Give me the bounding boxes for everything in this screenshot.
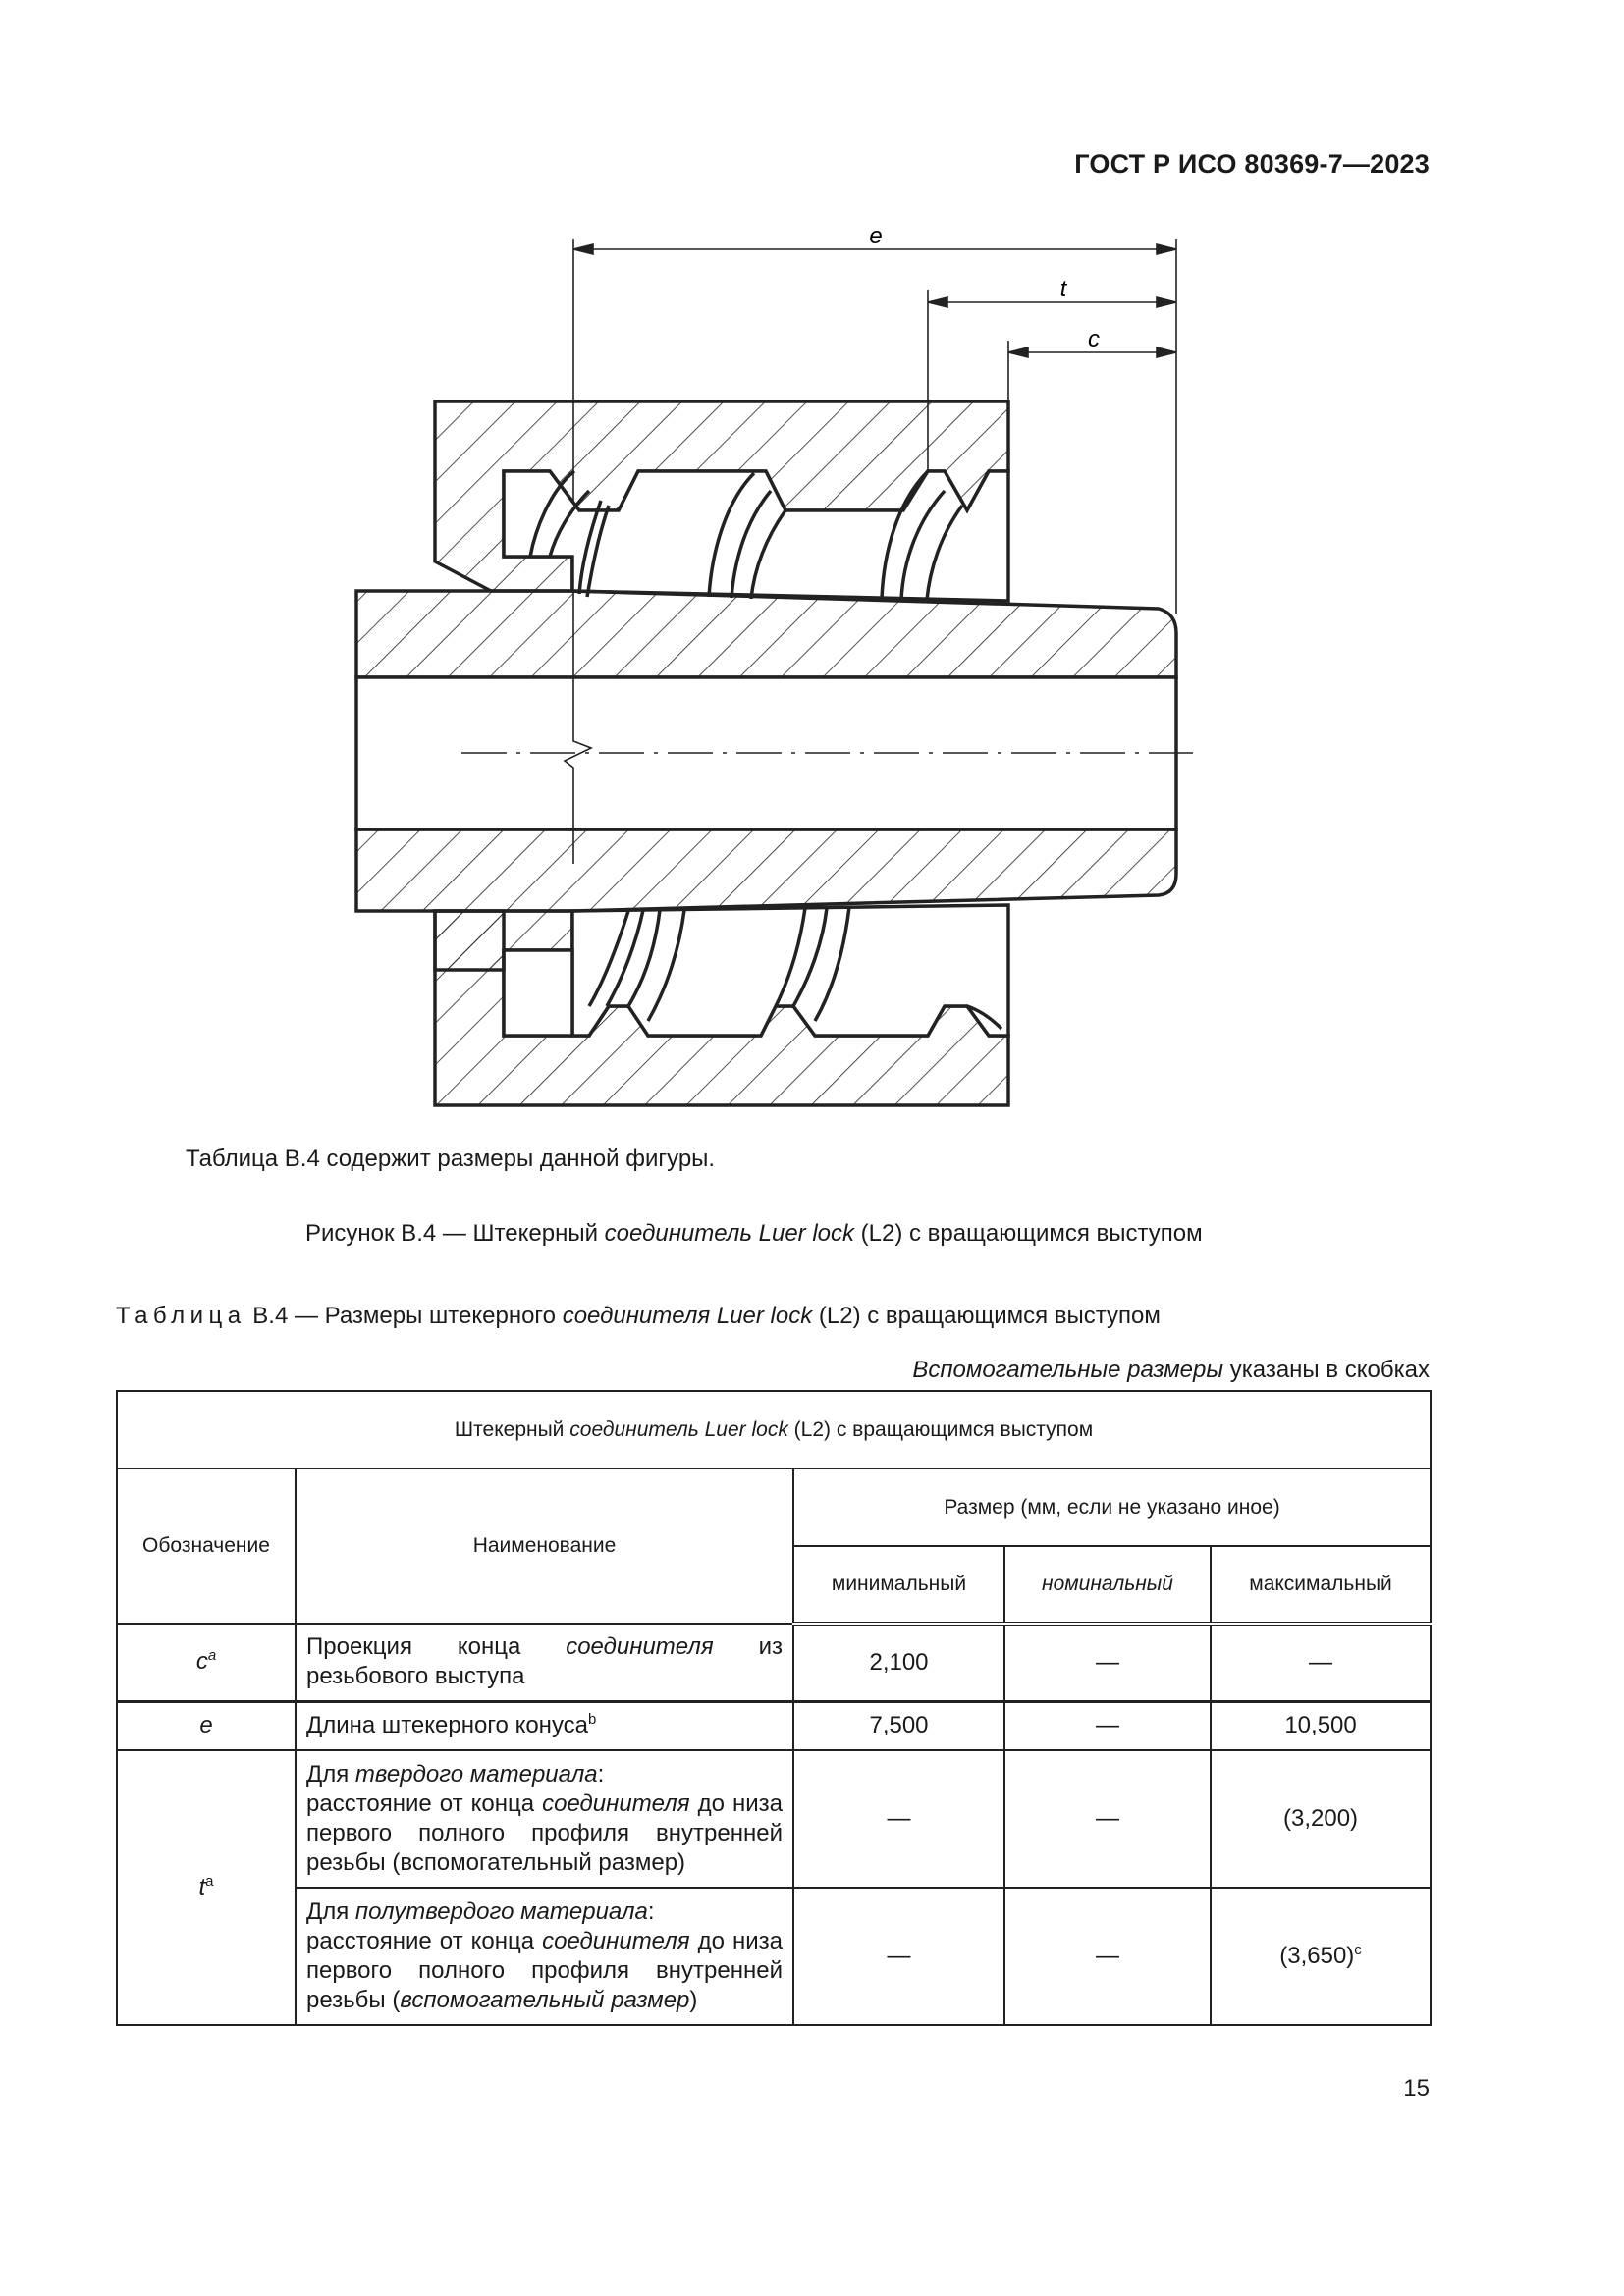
cell-name: Для полутвердого материала: расстояние от конца соединителя до низа первого полного профиля внутренней резьбы (вспомогательный размер) (296, 1888, 793, 2025)
dimension-label-e: e (869, 223, 883, 249)
figure-caption: Рисунок В.4 — Штекерный соединитель Luer lock (L2) с вращающимся выступом (305, 1220, 1203, 1247)
cell-nom: — (1004, 1701, 1211, 1750)
table-note: Вспомогательные размеры указаны в скобках (912, 1357, 1430, 1383)
cell-max: (3,200) (1211, 1750, 1431, 1888)
table-title: Таблица В.4 — Размеры штекерного соединителя Luer lock (L2) с вращающимся выступом (116, 1303, 1161, 1329)
cell-max: — (1211, 1624, 1431, 1701)
cell-name: Длина штекерного конуса$^b$ (296, 1701, 793, 1750)
page-number: 15 (1403, 2075, 1430, 2102)
col-header-designation: Обозначение (117, 1468, 296, 1624)
table-row (117, 1888, 1431, 2025)
cell-min: — (793, 1888, 1004, 2025)
table-row (117, 1624, 1431, 1701)
table-banner: Штекерный соединитель Luer lock (L2) с вращающимся выступом (117, 1391, 1431, 1468)
dimension-label-t: t (1059, 276, 1067, 302)
col-header-nom: номинальный (1004, 1546, 1211, 1624)
collar-lower-section (435, 905, 1008, 1105)
cell-symbol: $c^a$ (117, 1624, 296, 1701)
cell-min: — (793, 1750, 1004, 1888)
cell-min: 7,500 (793, 1701, 1004, 1750)
cone-upper-wall (356, 591, 1176, 677)
col-header-min: минимальный (793, 1546, 1004, 1624)
cell-name: Для твердого материала: расстояние от конца соединителя до низа первого полного профиля внутренней резьбы (вспомогательный размер) (296, 1750, 793, 1888)
cell-max: 10,500 (1211, 1701, 1431, 1750)
col-header-name: Наименование (296, 1468, 793, 1624)
cell-min: 2,100 (793, 1624, 1004, 1701)
cell-symbol: e (117, 1701, 296, 1750)
dimension-label-c: c (1088, 326, 1100, 352)
cell-symbol: $t^a$ (117, 1750, 296, 2025)
document-header: ГОСТ Р ИСО 80369-7—2023 (1074, 149, 1430, 179)
dimensions-table (116, 1390, 1432, 2026)
cell-nom: — (1004, 1888, 1211, 2025)
figure-note: Таблица В.4 содержит размеры данной фигуры. (186, 1146, 716, 1172)
cell-max: $(3,650)^c$ (1211, 1888, 1431, 2025)
table-row (117, 1701, 1431, 1750)
table-row (117, 1750, 1431, 1888)
cell-nom: — (1004, 1750, 1211, 1888)
collar-upper-section (435, 401, 1008, 601)
col-header-max: максимальный (1211, 1546, 1431, 1624)
cone-lower-wall (356, 829, 1176, 911)
cell-nom: — (1004, 1624, 1211, 1701)
technical-drawing (349, 221, 1213, 1124)
cell-name: Проекция конца соединителя из резьбового выступа (296, 1624, 793, 1701)
col-header-size: Размер (мм, если не указано иное) (793, 1468, 1431, 1546)
